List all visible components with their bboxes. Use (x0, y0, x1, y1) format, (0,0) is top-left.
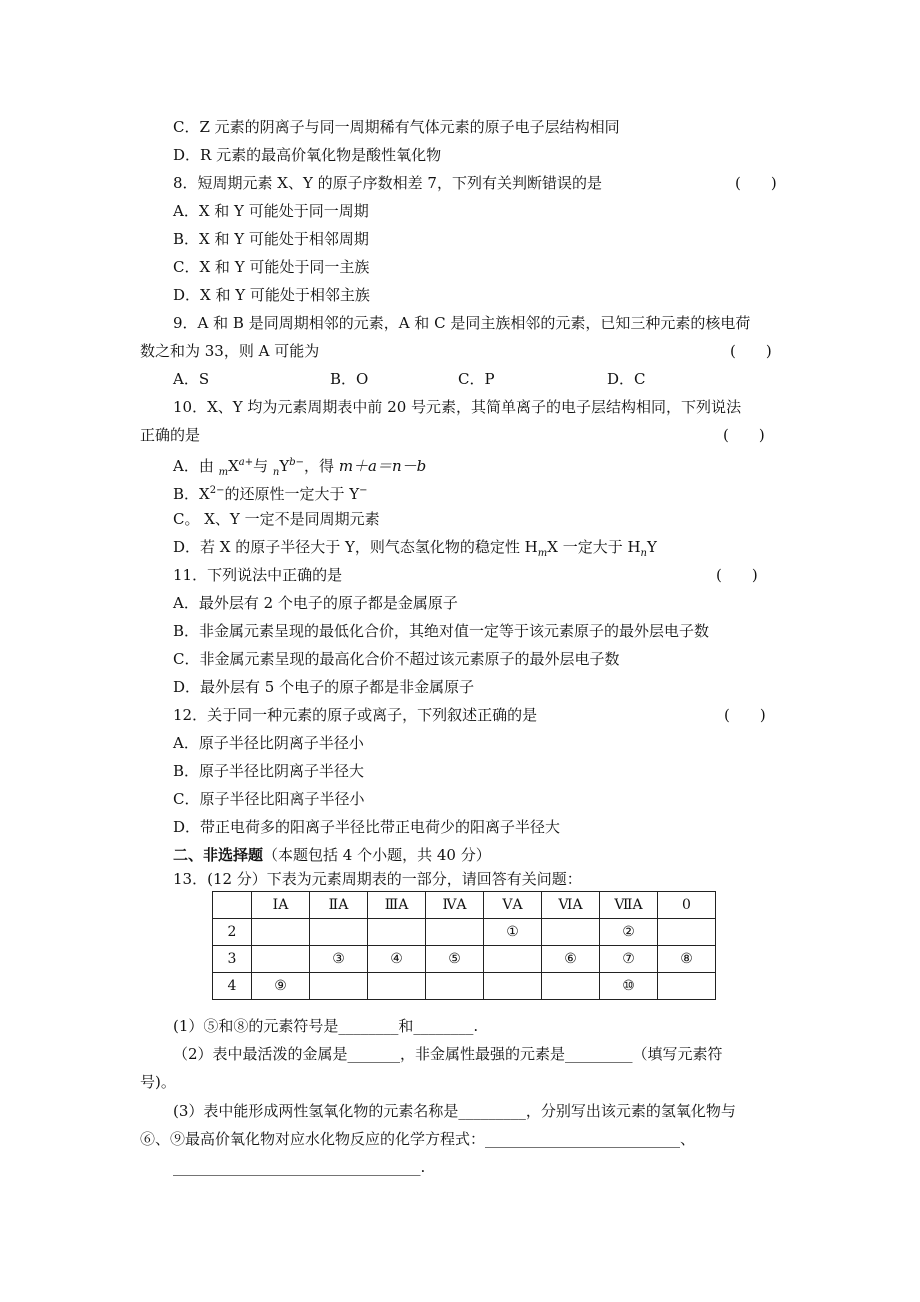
table-cell: ⑥ (542, 946, 600, 973)
question-12: 12．关于同一种元素的原子或离子，下列叙述正确的是 (173, 706, 538, 724)
option-8-d: D．X 和 Y 可能处于相邻主族 (173, 286, 370, 304)
table-cell (426, 919, 484, 946)
question-9: 9．A 和 B 是同周期相邻的元素，A 和 C 是同主族相邻的元素，已知三种元素的核电荷 (173, 314, 751, 332)
table-cell: ⑨ (252, 973, 310, 1000)
option-12-b: B．原子半径比阴离子半径大 (173, 762, 365, 780)
table-cell: ⅡA (310, 892, 368, 919)
table-cell (368, 919, 426, 946)
option-11-a: A．最外层有 2 个电子的原子都是金属原子 (173, 594, 458, 612)
table-cell: 3 (213, 946, 252, 973)
section-2-heading (173, 845, 491, 865)
option-11-d: D．最外层有 5 个电子的原子都是非金属原子 (173, 678, 475, 696)
option-10-b-mid: 的还原性一定大于 Y (224, 485, 360, 503)
option-10-a-x: X (228, 457, 239, 475)
table-cell (252, 919, 310, 946)
table-cell: ⅦA (600, 892, 658, 919)
option-10-a-y: Y (279, 457, 290, 475)
question-10-cont: 正确的是 (140, 426, 201, 444)
table-cell (658, 919, 716, 946)
table-cell: ⅢA (368, 892, 426, 919)
option-10-d-mid: X 一定大于 H (547, 538, 641, 556)
option-10-d-pre: D．若 X 的原子半径大于 Y，则气态氢化物的稳定性 H (173, 538, 538, 556)
option-10-a-pre: A．由 (173, 457, 219, 475)
table-cell (542, 919, 600, 946)
table-row (213, 973, 716, 1000)
table-cell: ③ (310, 946, 368, 973)
option-12-a: A．原子半径比阴离子半径小 (173, 734, 364, 752)
table-cell: ⑩ (600, 973, 658, 1000)
table-cell (252, 946, 310, 973)
option-9-d: D．C (607, 370, 646, 388)
option-9-b: B．O (330, 370, 369, 388)
option-10-a-m: m (218, 467, 229, 478)
option-10-b-sup: 2− (209, 485, 225, 496)
option-11-c: C．非金属元素呈现的最高化合价不超过该元素原子的最外层电子数 (173, 650, 620, 668)
table-cell: ⑧ (658, 946, 716, 973)
option-10-a-bm: b− (289, 457, 305, 468)
option-10-d (173, 537, 657, 564)
table-cell: ⑤ (426, 946, 484, 973)
option-10-b-sup2: − (359, 485, 368, 496)
table-cell: ⅤA (484, 892, 542, 919)
option-10-b (173, 481, 368, 504)
table-cell: ⅠA (252, 892, 310, 919)
answer-paren-8: ( ) (735, 174, 777, 192)
option-10-a-ap: a+ (238, 457, 254, 468)
periodic-table (212, 891, 716, 1000)
option-10-a-eq: m＋a＝n－b (338, 457, 427, 475)
option-10-a-n: n (272, 467, 280, 478)
table-cell: ⅥA (542, 892, 600, 919)
question-11: 11．下列说法中正确的是 (173, 566, 343, 584)
option-10-b-pre: B．X (173, 485, 210, 503)
question-13-part-3-cont: ⑥、⑨最高价氧化物对应水化物反应的化学方程式：__________________________、 (140, 1130, 696, 1148)
table-cell (310, 919, 368, 946)
option-9-c: C．P (458, 370, 495, 388)
option-12-c: C．原子半径比阳离子半径小 (173, 790, 365, 808)
option-10-c: C。 X、Y 一定不是同周期元素 (173, 510, 380, 528)
table-cell: 4 (213, 973, 252, 1000)
option-10-a-mid: 与 (253, 457, 273, 475)
table-cell: 0 (658, 892, 716, 919)
table-row (213, 919, 716, 946)
section-2-bold: 二、非选择题 (173, 846, 264, 864)
table-cell (310, 973, 368, 1000)
question-13-part-3-blank: _________________________________. (173, 1158, 426, 1176)
option-8-c: C．X 和 Y 可能处于同一主族 (173, 258, 370, 276)
question-13-part-2: （2）表中最活泼的金属是_______，非金属性最强的元素是_________（填写元素符 (173, 1045, 723, 1063)
question-13-part-2-cont: 号)。 (140, 1073, 176, 1091)
question-10: 10．X、Y 均为元素周期表中前 20 号元素，其简单离子的电子层结构相同，下列说法 (173, 398, 742, 416)
answer-paren-9: ( ) (730, 342, 772, 360)
answer-paren-12: ( ) (724, 706, 766, 724)
table-cell: ⅣA (426, 892, 484, 919)
option-10-a-post: ，得 (304, 457, 339, 475)
option-9-a: A．S (173, 370, 210, 388)
option-10-d-end: Y (647, 538, 657, 556)
table-row (213, 946, 716, 973)
option-10-d-n: n (640, 548, 647, 559)
option-11-b: B．非金属元素呈现的最低化合价，其绝对值一定等于该元素原子的最外层电子数 (173, 622, 710, 640)
answer-paren-11: ( ) (716, 566, 758, 584)
table-cell: ① (484, 919, 542, 946)
table-cell: ④ (368, 946, 426, 973)
table-cell (542, 973, 600, 1000)
table-cell: 2 (213, 919, 252, 946)
table-cell (213, 892, 252, 919)
question-8: 8．短周期元素 X、Y 的原子序数相差 7，下列有关判断错误的是 (173, 174, 602, 192)
question-13-part-1: (1）⑤和⑧的元素符号是________和________. (173, 1017, 479, 1035)
option-10-a (173, 453, 426, 483)
question-13-part-3: (3）表中能形成两性氢氧化物的元素名称是_________，分别写出该元素的氢氧化物与 (173, 1102, 736, 1120)
option-8-b: B．X 和 Y 可能处于相邻周期 (173, 230, 369, 248)
question-9-cont: 数之和为 33，则 A 可能为 (140, 342, 320, 360)
table-cell: ② (600, 919, 658, 946)
answer-paren-10: ( ) (723, 426, 765, 444)
table-cell (368, 973, 426, 1000)
option-8-a: A．X 和 Y 可能处于同一周期 (173, 202, 369, 220)
table-cell (484, 946, 542, 973)
option-8-d-prev: D．R 元素的最高价氧化物是酸性氧化物 (173, 146, 442, 164)
table-cell (426, 973, 484, 1000)
section-2-rest: （本题包括 4 个小题，共 40 分） (263, 846, 491, 864)
option-8-c-prev: C．Z 元素的阴离子与同一周期稀有气体元素的原子电子层结构相同 (173, 118, 620, 136)
table-cell (658, 973, 716, 1000)
table-header-row (213, 892, 716, 919)
table-cell (484, 973, 542, 1000)
option-12-d: D．带正电荷多的阳离子半径比带正电荷少的阳离子半径大 (173, 818, 561, 836)
table-cell: ⑦ (600, 946, 658, 973)
option-10-d-m: m (537, 548, 548, 559)
question-13: 13．(12 分）下表为元素周期表的一部分，请回答有关问题： (173, 870, 582, 888)
